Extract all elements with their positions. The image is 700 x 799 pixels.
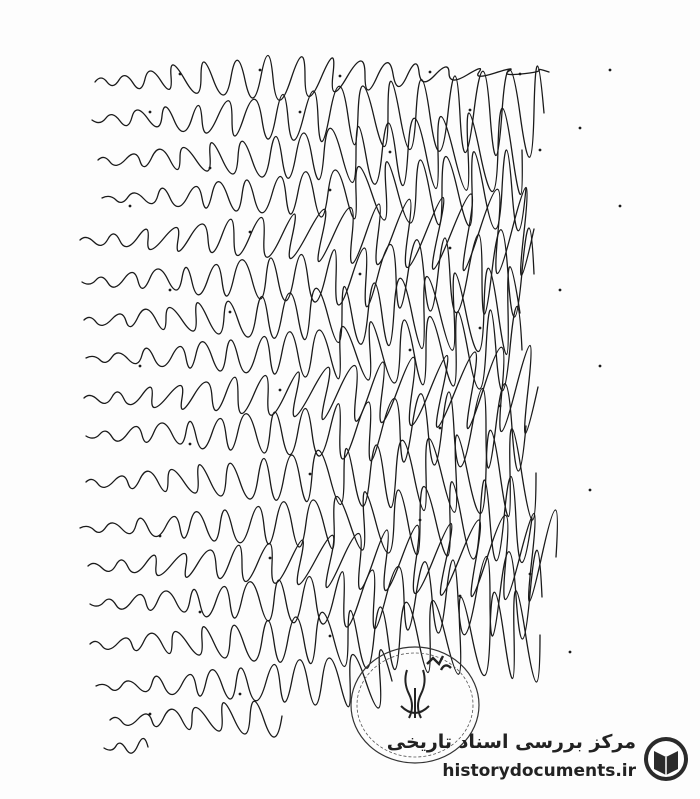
- handwriting-line-14: [90, 550, 542, 639]
- handwriting-closing-2: [104, 738, 148, 753]
- handwriting-line-1: [95, 55, 549, 100]
- watermark-title: مرکز بررسی اسناد تاریخی: [386, 731, 636, 753]
- handwriting-closing-1: [110, 701, 282, 737]
- handwriting-line-8: [86, 306, 522, 390]
- stamp-number: [427, 656, 451, 670]
- watermark-url: historydocuments.ir: [442, 761, 636, 781]
- handwriting-line-5: [80, 187, 534, 275]
- diacritic-dots: [129, 69, 622, 716]
- handwriting-line-12: [80, 476, 532, 562]
- handwriting-line-13: [88, 510, 557, 601]
- stamp-emblem: [401, 670, 429, 718]
- book-seal-icon: [642, 733, 690, 785]
- watermark: [386, 729, 690, 791]
- handwriting-line-4: [102, 150, 526, 231]
